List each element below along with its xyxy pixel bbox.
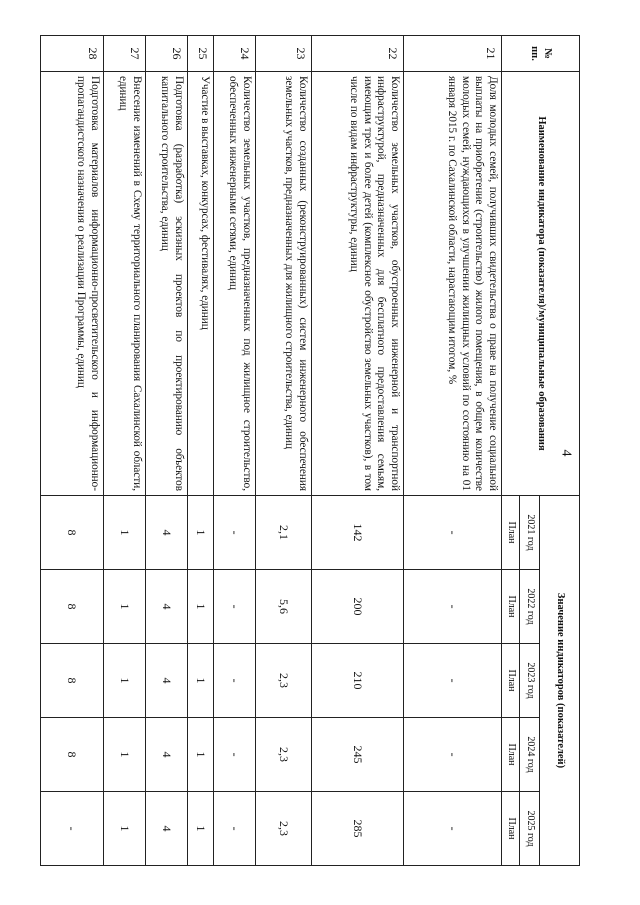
row-value: 210	[312, 644, 404, 718]
row-value: 1	[104, 496, 146, 570]
header-year: 2025 год	[520, 792, 540, 866]
row-num: 25	[188, 36, 214, 72]
table-row	[104, 36, 146, 866]
header-num: № пп.	[502, 36, 580, 72]
row-value: 142	[312, 496, 404, 570]
header-year: 2021 год	[520, 496, 540, 570]
row-value: -	[41, 792, 104, 866]
row-value: 5,6	[256, 570, 312, 644]
row-value: 1	[188, 496, 214, 570]
row-value: 200	[312, 570, 404, 644]
row-value: 1	[104, 570, 146, 644]
row-num: 26	[146, 36, 188, 72]
table-row	[404, 36, 502, 866]
row-name: Доля молодых семей, получивших свидетельства о праве на получение социальной выплаты на приобретение (строительство) жилого помещения, в общем количестве молодых семей, нуждающихся в улучшении жилищных условий по состоянию на 01 января 2015 г. по Сахалинской области, нарастающим итогом, %	[404, 72, 502, 496]
row-value: 1	[104, 792, 146, 866]
row-value: -	[214, 718, 256, 792]
row-value: 2,1	[256, 496, 312, 570]
row-value: -	[404, 644, 502, 718]
row-value: 4	[146, 718, 188, 792]
row-name: Подготовка (разработка) эскизных проектов по проектированию объектов капитального строительства, единиц	[146, 72, 188, 496]
row-value: -	[404, 570, 502, 644]
row-value: -	[404, 718, 502, 792]
row-value: -	[214, 570, 256, 644]
page-number: 4	[558, 449, 574, 457]
header-year: 2023 год	[520, 644, 540, 718]
row-value: -	[214, 496, 256, 570]
row-value: 4	[146, 496, 188, 570]
row-value: 8	[41, 644, 104, 718]
row-num: 27	[104, 36, 146, 72]
row-value: 1	[188, 644, 214, 718]
row-name: Количество земельных участков, предназначенных под жилищное строительство, обеспеченных инженерными сетями, единиц	[214, 72, 256, 496]
row-value: 8	[41, 718, 104, 792]
row-num: 23	[256, 36, 312, 72]
table-row	[188, 36, 214, 866]
header-year: 2024 год	[520, 718, 540, 792]
row-num: 22	[312, 36, 404, 72]
row-value: 1	[104, 718, 146, 792]
row-value: -	[404, 496, 502, 570]
indicator-table-sheet	[40, 35, 580, 865]
row-value: 8	[41, 570, 104, 644]
table-row	[146, 36, 188, 866]
row-name: Количество созданных (реконструированных) систем инженерного обеспечения земельных участков, предназначенных для жилищного строительства, единиц	[256, 72, 312, 496]
row-value: 8	[41, 496, 104, 570]
row-num: 24	[214, 36, 256, 72]
table-row	[41, 36, 104, 866]
indicator-table	[40, 35, 580, 866]
row-value: 1	[188, 718, 214, 792]
row-value: 4	[146, 792, 188, 866]
row-num: 21	[404, 36, 502, 72]
header-plan: План	[502, 570, 520, 644]
row-value: 4	[146, 570, 188, 644]
row-name: Участие в выставках, конкурсах, фестивалях, единиц	[188, 72, 214, 496]
row-value: 2,3	[256, 644, 312, 718]
header-plan: План	[502, 792, 520, 866]
row-num: 28	[41, 36, 104, 72]
header-name: Наименование индикатора (показателя)/муниципальные образования	[502, 72, 580, 496]
row-value: 245	[312, 718, 404, 792]
row-value: 1	[188, 792, 214, 866]
header-plan: План	[502, 644, 520, 718]
row-name: Подготовка материалов информационно-просветительского и информационно-пропагандистского назначения о реализации Программы, единиц	[41, 72, 104, 496]
header-year: 2022 год	[520, 570, 540, 644]
row-value: -	[214, 644, 256, 718]
header-plan: План	[502, 496, 520, 570]
row-name: Количество земельных участков, обустроенных инженерной и транспортной инфраструктурой, предназначенных для бесплатного предоставления семьям, имеющим трех и более детей (комплексное обустройство земельных участков), в том числе по видам инфраструктуры, единиц	[312, 72, 404, 496]
row-value: -	[214, 792, 256, 866]
row-value: 285	[312, 792, 404, 866]
header-values-group: Значение индикаторов (показателей)	[540, 496, 580, 866]
row-value: 2,3	[256, 718, 312, 792]
row-value: -	[404, 792, 502, 866]
table-row	[256, 36, 312, 866]
header-plan: План	[502, 718, 520, 792]
row-value: 1	[188, 570, 214, 644]
row-value: 4	[146, 644, 188, 718]
table-row	[214, 36, 256, 866]
row-value: 1	[104, 644, 146, 718]
table-row	[312, 36, 404, 866]
row-name: Внесение изменений в Схему территориального планирования Сахалинской области, единиц	[104, 72, 146, 496]
row-value: 2,3	[256, 792, 312, 866]
